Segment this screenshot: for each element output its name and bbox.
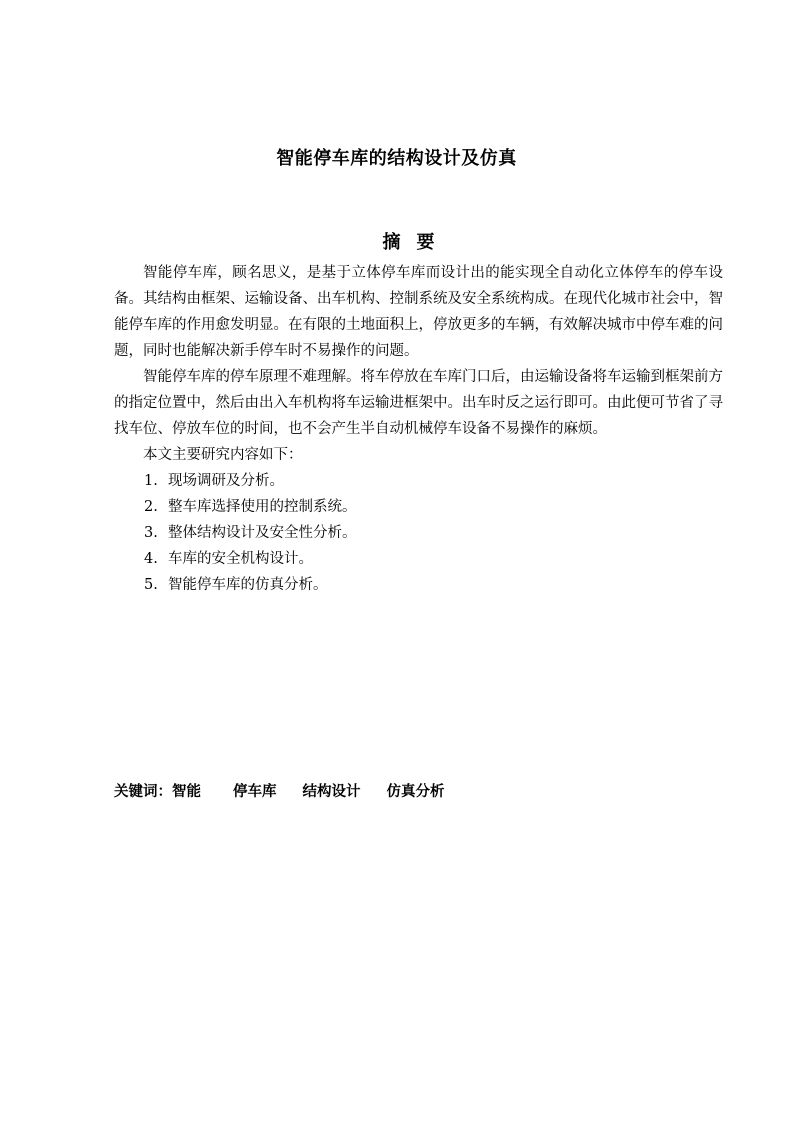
abstract-body [114, 260, 723, 598]
list-item-number: 1. [144, 473, 158, 489]
list-item-number: 5. [144, 577, 158, 593]
list-item-number: 3. [144, 525, 158, 541]
keywords-line [114, 780, 445, 801]
list-item-number: 2. [144, 499, 158, 515]
abstract-heading: 摘要 [382, 232, 451, 253]
keywords-label: 关键词： [114, 784, 172, 800]
list-item-text: 车库的安全机构设计。 [168, 551, 313, 567]
list-item [114, 572, 723, 598]
list-item [114, 494, 723, 520]
research-content-list [114, 468, 723, 598]
keyword-structural-design: 结构设计 [302, 784, 361, 800]
list-item-text: 现场调研及分析。 [168, 473, 284, 489]
abstract-paragraph-1: 智能停车库，顾名思义，是基于立体停车库而设计出的能实现全自动化立体停车的停车设备。其结构由框架、运输设备、出车机构、控制系统及安全系统构成。在现代化城市社会中，智能停车库的作用愈发明显。在有限的土地面积上，停放更多的车辆，有效解决城市中停车难的问题，同时也能解决新手停车时不易操作的问题。 [114, 265, 723, 359]
abstract-paragraph-2: 智能停车库的停车原理不难理解。将车停放在车库门口后，由运输设备将车运输到框架前方的指定位置中，然后由出入车机构将车运输进框架中。出车时反之运行即可。由此便可节省了寻找车位、停放车位的时间，也不会产生半自动机械停车设备不易操作的麻烦。 [114, 369, 723, 437]
paper-title: 智能停车库的结构设计及仿真 [276, 148, 517, 169]
list-intro: 本文主要研究内容如下： [143, 447, 303, 463]
keyword-garage: 停车库 [233, 784, 277, 800]
list-item-text: 智能停车库的仿真分析。 [168, 577, 328, 593]
list-item-text: 整体结构设计及安全性分析。 [168, 525, 357, 541]
list-item [114, 468, 723, 494]
list-item [114, 546, 723, 572]
keyword-simulation-analysis: 仿真分析 [386, 784, 445, 800]
list-item-text: 整车库选择使用的控制系统。 [168, 499, 357, 515]
keyword-smart: 智能 [172, 784, 201, 800]
list-item-number: 4. [144, 551, 158, 567]
list-item [114, 520, 723, 546]
